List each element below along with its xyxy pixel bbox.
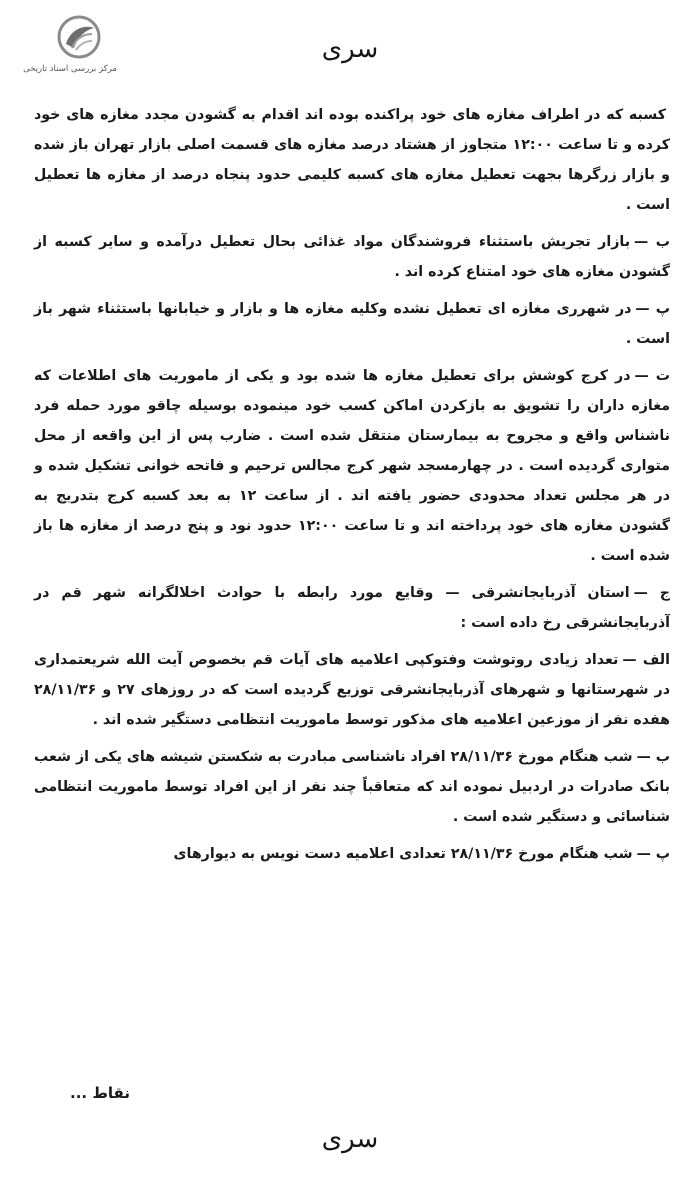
paragraph-text: در شهرری مغازه ای تعطیل نشده وکلیه مغازه ها و بازار و خیابانها باستثناء شهر باز است . (34, 301, 670, 347)
paragraph-3 (34, 294, 670, 354)
paragraph-text: تعداد زیادی روتوشت وفتوکپی اعلامیه های آیات قم بخصوص آیت الله شریعتمداری در شهرستانها و شهرهای آذربایجانشرقی توزیع گردیده است که در روزهای ۲۷ و ۲۸/۱۱/۳۶ هفده نفر از موزعین اعلامیه های مذکور توسط ماموریت انتظامی دستگیر شده اند . (34, 652, 670, 728)
paragraph-marker: پ — (636, 846, 670, 862)
paragraph-text: در کرج کوشش برای تعطیل مغازه ها شده بود و یکی از ماموریت های اطلاعات که مغازه داران را تشویق به بازکردن اماکن کسب خود مینموده بوسیله چاقو مورد حمله فرد ناشناس واقع و مجروح به بیمارستان منتقل شده است . ضارب پس از این واقعه از محل متواری گردیده است . در چهارمسجد شهر کرج مجالس ترحیم و فاتحه خوانی تشکیل شده و در هر مجلس تعداد محدودی حضور یافته اند . از ساعت ۱۲ به بعد کسبه کرج بتدریج به گشودن مغازه های خود پرداخته اند و تا ساعت ۱۲:۰۰ حدود نود و پنج درصد از مغازه ها باز شده است . (34, 368, 671, 564)
paragraph-1 (34, 100, 670, 220)
paragraph-text: کسبه که در اطراف مغازه های خود پراکنده بوده اند اقدام به گشودن مجدد مغازه های خود کرده و تا ساعت ۱۲:۰۰ متجاوز از هشتاد درصد مغازه های قسمت اصلی بازار تهران باز شده و بازار زرگرها بجهت تعطیل مغازه های کسبه کلیمی حدود پنجاه درصد از مغازه ها تعطیل است . (34, 107, 671, 213)
paragraph-7 (34, 742, 670, 832)
paragraph-marker: ج — (633, 585, 670, 601)
classification-heading-bottom: سری (321, 1124, 379, 1154)
paragraph-text: شب هنگام مورخ ۲۸/۱۱/۳۶ تعدادی اعلامیه دست نویس به دیوارهای (173, 846, 633, 862)
paragraph-text: شب هنگام مورخ ۲۸/۱۱/۳۶ افراد ناشناسی مبادرت به شکستن شیشه های یکی از شعب بانک صادرات در اردبیل نموده اند که متعاقباً چند نفر از این افراد توسط ماموریت انتظامی شناسائی و دستگیر شده است . (34, 749, 670, 825)
paragraph-2 (34, 227, 670, 287)
paragraph-6 (34, 645, 670, 735)
paragraph-5 (34, 578, 670, 638)
continuation-marker: نقاط ... (70, 1084, 130, 1102)
paragraph-4 (34, 361, 670, 571)
paragraph-text: بازار تجریش باستثناء فروشندگان مواد غذائی بحال تعطیل درآمده و سایر کسبه از گشودن مغازه های خود امتناع کرده اند . (34, 234, 670, 280)
paragraph-8 (34, 839, 670, 869)
document-body (34, 100, 670, 876)
classification-heading-top: سری (321, 34, 379, 64)
paragraph-marker: ت — (634, 368, 670, 384)
paragraph-marker: الف — (622, 652, 670, 668)
paragraph-text: استان آذربایجانشرقی — وقایع مورد رابطه با حوادث اخلالگرانه شهر قم در آذربایجانشرقی رخ داده است : (34, 585, 670, 631)
paragraph-marker: ب — (636, 749, 670, 765)
paragraph-marker: ب — (634, 234, 670, 250)
logo-caption: مرکز بررسی اسناد تاریخی (23, 64, 117, 74)
paragraph-marker: پ — (635, 301, 670, 317)
